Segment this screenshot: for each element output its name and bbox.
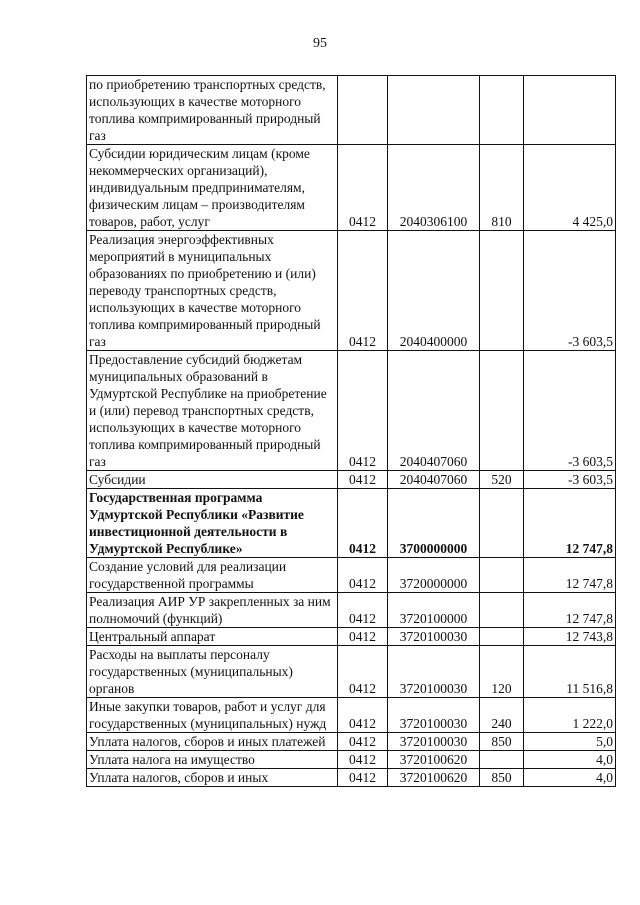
- row-amount: -3 603,5: [524, 471, 616, 489]
- table-row: [87, 76, 616, 145]
- table-row: [87, 698, 616, 733]
- row-amount: 12 747,8: [524, 489, 616, 558]
- budget-table-body: [87, 76, 616, 787]
- row-name: Реализация АИР УР закрепленных за ним полномочий (функций): [87, 593, 338, 628]
- table-row: [87, 145, 616, 231]
- row-target-article: 3720100620: [388, 769, 480, 787]
- row-target-article: 3720100620: [388, 751, 480, 769]
- row-section-code: 0412: [338, 351, 388, 471]
- row-expense-type: [480, 628, 524, 646]
- table-row: [87, 489, 616, 558]
- row-target-article: [388, 76, 480, 145]
- row-expense-type: [480, 76, 524, 145]
- row-name: Иные закупки товаров, работ и услуг для государственных (муниципальных) нужд: [87, 698, 338, 733]
- row-target-article: 2040407060: [388, 471, 480, 489]
- row-amount: 1 222,0: [524, 698, 616, 733]
- row-expense-type: [480, 231, 524, 351]
- row-amount: 4,0: [524, 769, 616, 787]
- row-section-code: 0412: [338, 751, 388, 769]
- row-target-article: 3720100030: [388, 646, 480, 698]
- row-target-article: 3720000000: [388, 558, 480, 593]
- row-target-article: 2040306100: [388, 145, 480, 231]
- row-section-code: [338, 76, 388, 145]
- row-amount: 5,0: [524, 733, 616, 751]
- row-expense-type: 810: [480, 145, 524, 231]
- table-row: [87, 558, 616, 593]
- row-expense-type: [480, 558, 524, 593]
- row-amount: 12 747,8: [524, 558, 616, 593]
- row-section-code: 0412: [338, 646, 388, 698]
- table-row: [87, 769, 616, 787]
- row-target-article: 2040400000: [388, 231, 480, 351]
- row-section-code: 0412: [338, 769, 388, 787]
- row-section-code: 0412: [338, 471, 388, 489]
- row-amount: 11 516,8: [524, 646, 616, 698]
- budget-table: [86, 75, 616, 787]
- row-expense-type: 520: [480, 471, 524, 489]
- row-target-article: 2040407060: [388, 351, 480, 471]
- row-amount: [524, 76, 616, 145]
- row-name: Создание условий для реализации государственной программы: [87, 558, 338, 593]
- row-expense-type: [480, 593, 524, 628]
- row-name: Государственная программа Удмуртской Республики «Развитие инвестиционной деятельности в Удмуртской Республике»: [87, 489, 338, 558]
- table-row: [87, 751, 616, 769]
- table-row: [87, 471, 616, 489]
- row-amount: -3 603,5: [524, 231, 616, 351]
- row-name: Субсидии: [87, 471, 338, 489]
- row-section-code: 0412: [338, 698, 388, 733]
- table-row: [87, 593, 616, 628]
- row-expense-type: 120: [480, 646, 524, 698]
- row-target-article: 3720100030: [388, 698, 480, 733]
- row-target-article: 3720100000: [388, 593, 480, 628]
- row-name: Предоставление субсидий бюджетам муниципальных образований в Удмуртской Республике на приобретение и (или) перевод транспортных средств, использующих в качестве моторного топлива компримированный природный газ: [87, 351, 338, 471]
- row-amount: 12 743,8: [524, 628, 616, 646]
- row-section-code: 0412: [338, 628, 388, 646]
- table-row: [87, 628, 616, 646]
- row-amount: 4 425,0: [524, 145, 616, 231]
- row-section-code: 0412: [338, 145, 388, 231]
- row-section-code: 0412: [338, 489, 388, 558]
- row-section-code: 0412: [338, 558, 388, 593]
- row-target-article: 3700000000: [388, 489, 480, 558]
- table-row: [87, 351, 616, 471]
- page-number: 95: [313, 36, 327, 51]
- row-name: Реализация энергоэффективных мероприятий в муниципальных образованиях по приобретению и (или) переводу транспортных средств, использующих в качестве моторного топлива компримированный природный газ: [87, 231, 338, 351]
- row-expense-type: [480, 751, 524, 769]
- row-expense-type: 850: [480, 733, 524, 751]
- table-row: [87, 733, 616, 751]
- row-name: Расходы на выплаты персоналу государственных (муниципальных) органов: [87, 646, 338, 698]
- table-row: [87, 231, 616, 351]
- row-expense-type: 240: [480, 698, 524, 733]
- row-expense-type: [480, 351, 524, 471]
- row-amount: 4,0: [524, 751, 616, 769]
- row-target-article: 3720100030: [388, 733, 480, 751]
- row-name: Уплата налога на имущество: [87, 751, 338, 769]
- row-amount: 12 747,8: [524, 593, 616, 628]
- row-section-code: 0412: [338, 231, 388, 351]
- row-name: Уплата налогов, сборов и иных платежей: [87, 733, 338, 751]
- row-section-code: 0412: [338, 593, 388, 628]
- row-name: Центральный аппарат: [87, 628, 338, 646]
- table-row: [87, 646, 616, 698]
- row-name: Уплата налогов, сборов и иных: [87, 769, 338, 787]
- row-expense-type: 850: [480, 769, 524, 787]
- row-target-article: 3720100030: [388, 628, 480, 646]
- row-name: Субсидии юридическим лицам (кроме некоммерческих организаций), индивидуальным предпринимателям, физическим лицам – производителям товаров, работ, услуг: [87, 145, 338, 231]
- row-expense-type: [480, 489, 524, 558]
- row-section-code: 0412: [338, 733, 388, 751]
- row-amount: -3 603,5: [524, 351, 616, 471]
- row-name: по приобретению транспортных средств, использующих в качестве моторного топлива компримированный природный газ: [87, 76, 338, 145]
